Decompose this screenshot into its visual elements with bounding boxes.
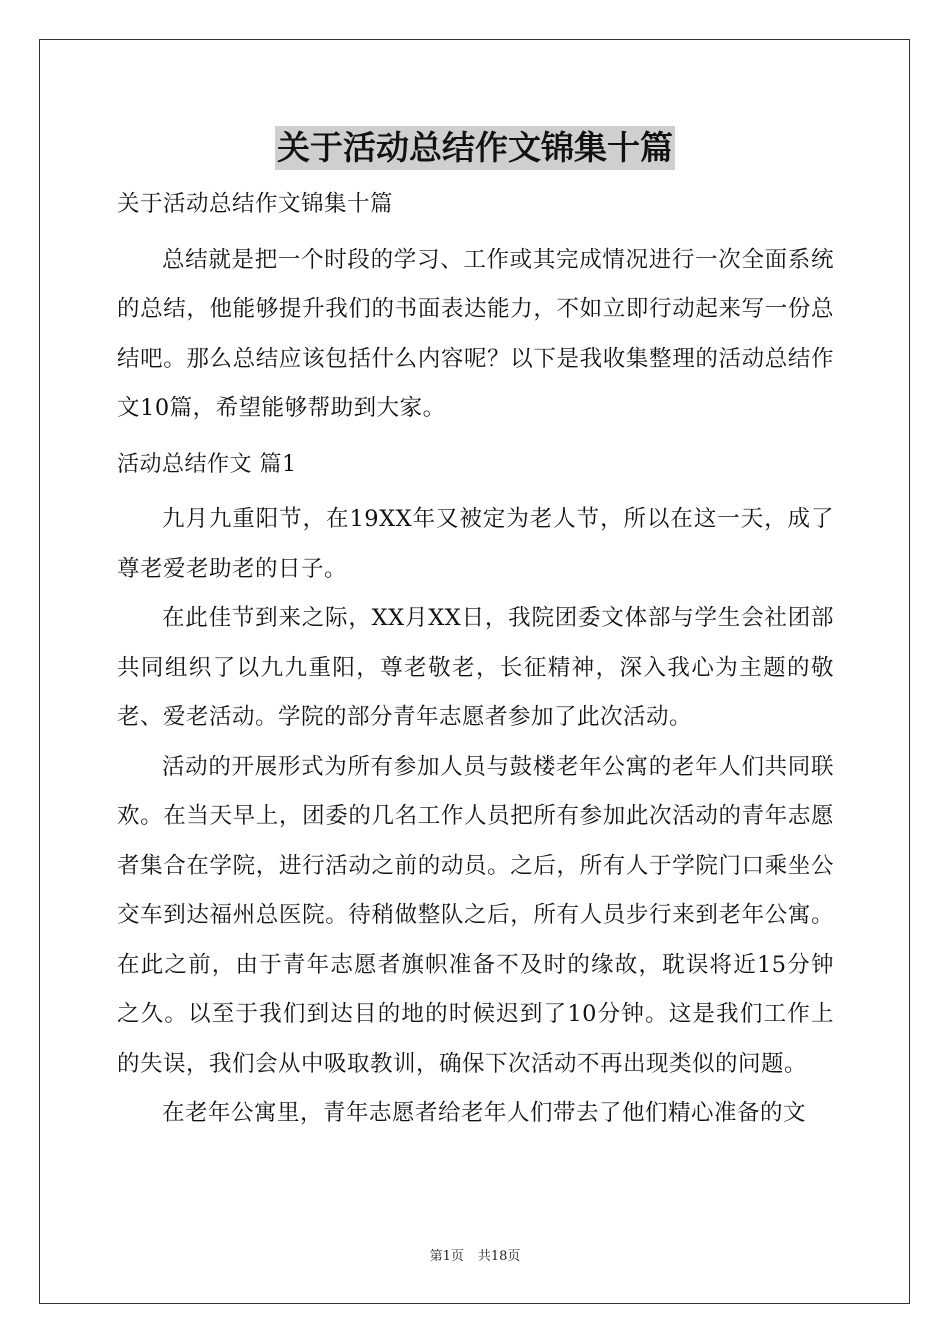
paragraph-2: 在此佳节到来之际，XX月XX日，我院团委文体部与学生会社团部共同组织了以九九重阳，尊老敬老，长征精神，深入我心为主题的敬老、爱老活动。学院的部分青年志愿者参加了此次活动。: [117, 605, 834, 730]
document-body: [117, 180, 834, 1139]
paragraph-1: 九月九重阳节，在19XX年又被定为老人节，所以在这一天，成了尊老爱老助老的日子。: [117, 506, 834, 582]
paragraph-3: 活动的开展形式为所有参加人员与鼓楼老年公寓的老年人们共同联欢。在当天早上，团委的几名工作人员把所有参加此次活动的青年志愿者集合在学院，进行活动之前的动员。之后，所有人于学院门口乘坐公交车到达福州总医院。待稍做整队之后，所有人员步行来到老年公寓。在此之前，由于青年志愿者旗帜准备不及时的缘故，耽误将近15分钟之久。以至于我们到达目的地的时候迟到了10分钟。这是我们工作上的失误，我们会从中吸取教训，确保下次活动不再出现类似的问题。: [117, 753, 834, 1077]
paragraph-4: 在老年公寓里，青年志愿者给老年人们带去了他们精心准备的文: [162, 1100, 807, 1126]
page-number: 第1页: [429, 1249, 464, 1264]
title-container: [0, 126, 950, 170]
page-footer: [0, 1245, 950, 1264]
document-title: 关于活动总结作文锦集十篇: [275, 126, 675, 170]
page-total: 共18页: [477, 1249, 521, 1264]
paragraph-intro: 总结就是把一个时段的学习、工作或其完成情况进行一次全面系统的总结，他能够提升我们的书面表达能力，不如立即行动起来写一份总结吧。那么总结应该包括什么内容呢？以下是我收集整理的活动总结作文10篇，希望能够帮助到大家。: [117, 246, 834, 421]
section-heading: 活动总结作文 篇1: [117, 451, 297, 477]
document-subtitle: 关于活动总结作文锦集十篇: [117, 191, 394, 217]
